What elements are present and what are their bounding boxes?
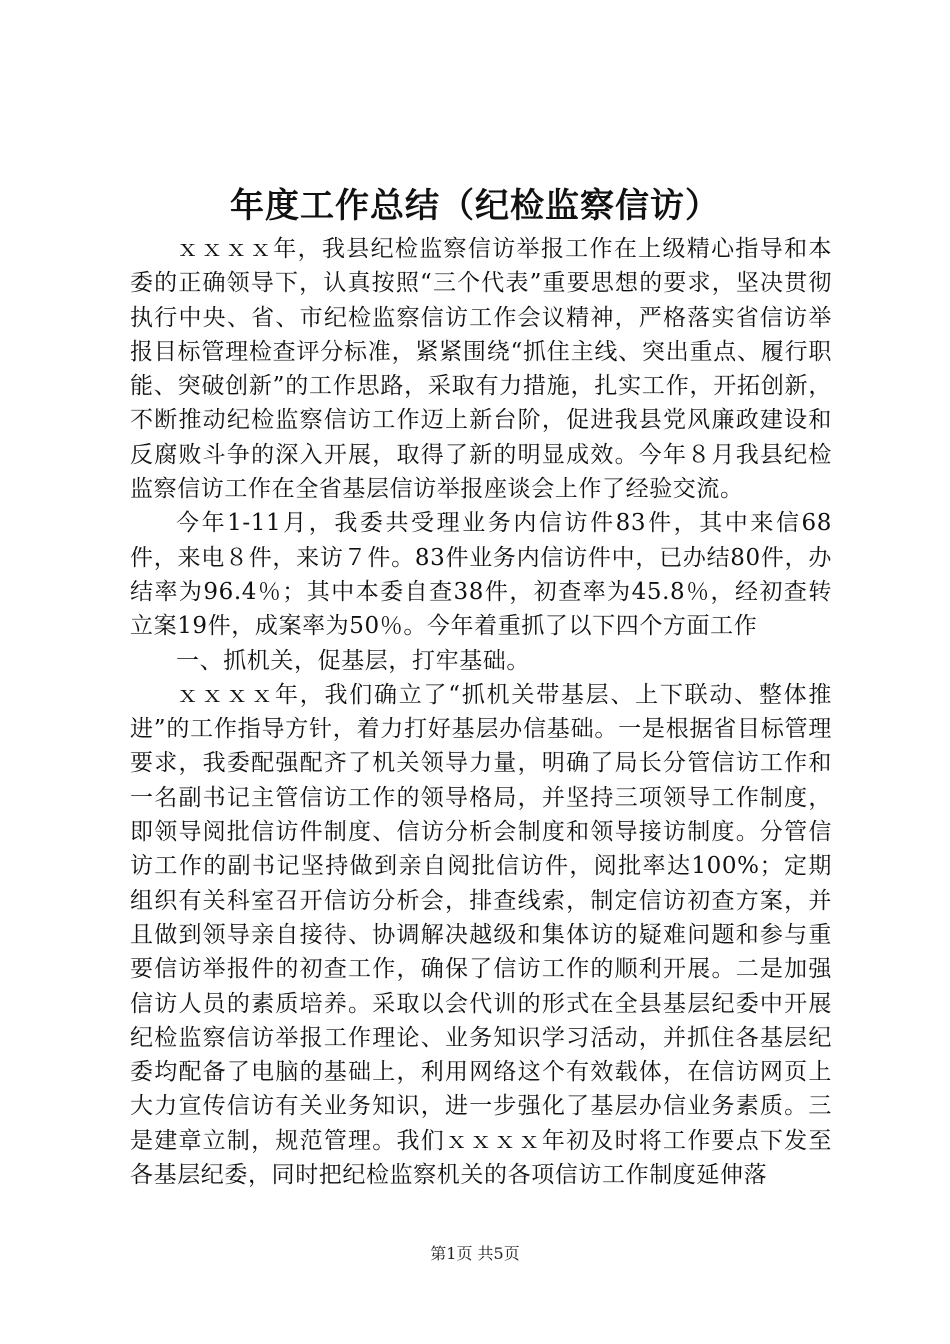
paragraph-statistics: 今年1-11月，我委共受理业务内信访件83件，其中来信68件，来电８件，来访７件。83件业务内信访件中，已办结80件，办结率为96.4％；其中本委自查38件，初查率为45.8％，经初查转立案19件，成案率为50％。今年着重抓了以下四个方面工作: [130, 510, 832, 640]
section-heading-1: 一、抓机关，促基层，打牢基础。: [176, 647, 530, 674]
paragraph-section-1: ｘｘｘｘ年，我们确立了“抓机关带基层、上下联动、整体推进”的工作指导方针，着力打好基层办信基础。一是根据省目标管理要求，我委配强配齐了机关领导力量，明确了局长分管信访工作和一名副书记主管信访工作的领导格局，并坚持三项领导工作制度，即领导阅批信访件制度、信访分析会制度和领导接访制度。分管信访工作的副书记坚持做到亲自阅批信访件，阅批率达100%；定期组织有关科室召开信访分析会，排查线索，制定信访初查方案，并且做到领导亲自接待、协调解决越级和集体访的疑难问题和参与重要信访举报件的初查工作，确保了信访工作的顺利开展。二是加强信访人员的素质培养。采取以会代训的形式在全县基层纪委中开展纪检监察信访举报工作理论、业务知识学习活动，并抓住各基层纪委均配备了电脑的基础上，利用网络这个有效载体，在信访网页上大力宣传信访有关业务知识，进一步强化了基层办信业务素质。三是建章立制，规范管理。我们ｘｘｘｘ年初及时将工作要点下发至各基层纪委，同时把纪检监察机关的各项信访工作制度延伸落: [130, 681, 832, 1189]
page-number-footer: 第1页 共5页: [430, 1244, 520, 1263]
document-body: [130, 232, 832, 1192]
document-title: 年度工作总结（纪检监察信访）: [230, 186, 720, 226]
paragraph-intro: ｘｘｘｘ年，我县纪检监察信访举报工作在上级精心指导和本委的正确领导下，认真按照“三个代表”重要思想的要求，坚决贯彻执行中央、省、市纪检监察信访工作会议精神，严格落实省信访举报目标管理检查评分标准，紧紧围绕“抓住主线、突出重点、履行职能、突破创新”的工作思路，采取有力措施，扎实工作，开拓创新，不断推动纪检监察信访工作迈上新台阶，促进我县党风廉政建设和反腐败斗争的深入开展，取得了新的明显成效。今年８月我县纪检监察信访工作在全省基层信访举报座谈会上作了经验交流。: [130, 236, 832, 503]
